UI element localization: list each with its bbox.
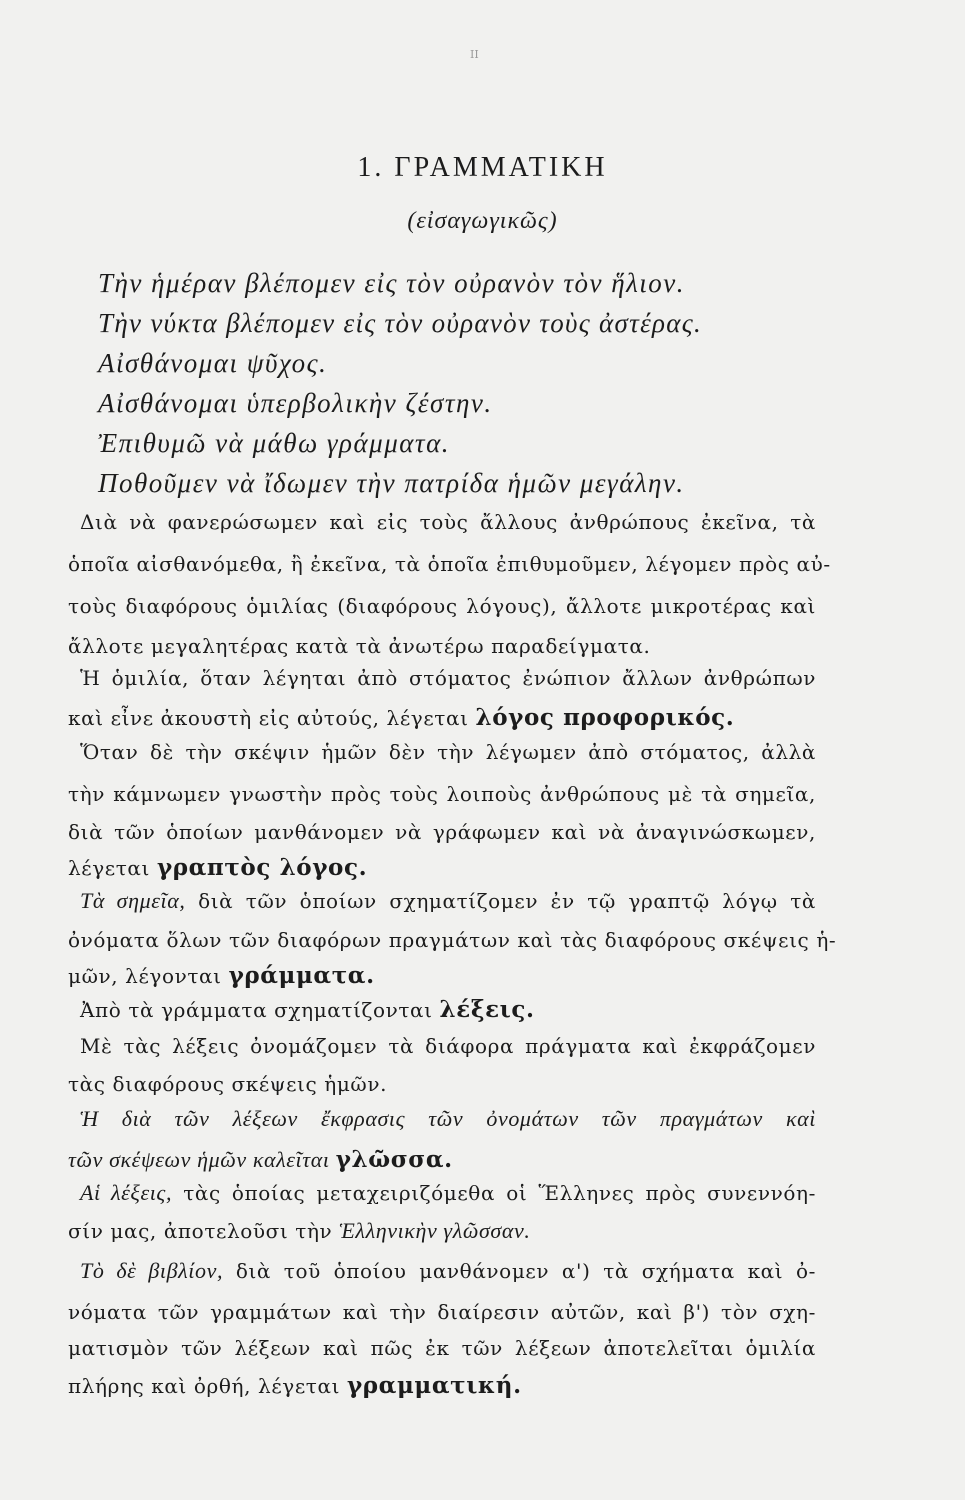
chapter-title: 1. ΓΡΑΜΜΑΤΙΚΗ (357, 152, 608, 183)
text-span: τὰς ὁποίας μεταχειριζόμεθα οἱ Ἕλληνες πρὸς συνεννόη- (183, 1181, 816, 1205)
text-line (68, 1180, 816, 1206)
example-line: Αἰσθάνομαι ὑπερβολικὴν ζέστην. (98, 388, 493, 418)
text-line: Ἡ ὁμιλία, ὅταν λέγηται ἀπὸ στόματος ἐνώπιον ἄλλων ἀνθρώπων (80, 666, 816, 690)
text-line (68, 1146, 816, 1173)
text-line: ἄλλοτε μεγαλητέρας κατὰ τὰ ἀνωτέρω παραδείγματα. (68, 634, 651, 658)
text-italic: Τὰ σημεῖα, (80, 888, 186, 913)
text-line: τὴν κάμνωμεν γνωστὴν πρὸς τοὺς λοιποὺς ἀνθρώπους μὲ τὰ σημεῖα, (68, 782, 816, 806)
text-line (68, 704, 816, 731)
text-line (68, 854, 816, 881)
text-line: ὁποῖα αἰσθανόμεθα, ἢ ἐκεῖνα, τὰ ὁποῖα ἐπιθυμοῦμεν, λέγομεν πρὸς αὐ- (68, 552, 831, 576)
text-line: ὀνόματα ὅλων τῶν διαφόρων πραγμάτων καὶ τὰς διαφόρους σκέψεις ἡ- (68, 928, 837, 952)
text-line: ματισμὸν τῶν λέξεων καὶ πῶς ἐκ τῶν λέξεων ἀποτελεῖται ὁμιλία (68, 1336, 816, 1360)
term-bold: γλῶσσα. (335, 1146, 453, 1173)
text-italic: Τὸ δὲ βιβλίον, (80, 1258, 224, 1283)
text-span: λέγεται (68, 856, 150, 880)
page-header-mark: II (470, 48, 479, 61)
text-line: Διὰ νὰ φανερώσωμεν καὶ εἰς τοὺς ἄλλους ἀνθρώπους ἐκεῖνα, τὰ (80, 510, 816, 534)
text-line: διὰ τῶν ὁποίων μανθάνομεν νὰ γράφωμεν καὶ νὰ ἀναγινώσκωμεν, (68, 820, 816, 844)
example-line: Τὴν νύκτα βλέπομεν εἰς τὸν οὐρανὸν τοὺς ἀστέρας. (98, 308, 703, 338)
text-span: Ἀπὸ τὰ γράμματα σχηματίζονται (80, 998, 433, 1022)
text-line (68, 1372, 816, 1399)
text-line: Ὅταν δὲ τὴν σκέψιν ἡμῶν δὲν τὴν λέγωμεν ἀπὸ στόματος, ἀλλὰ (80, 740, 816, 764)
text-line (68, 996, 816, 1023)
example-line: Ποθοῦμεν νὰ ἴδωμεν τὴν πατρίδα ἡμῶν μεγάλην. (98, 468, 685, 498)
text-line: νόματα τῶν γραμμάτων καὶ τὴν διαίρεσιν αὐτῶν, καὶ β') τὸν σχη- (68, 1300, 816, 1324)
text-span: σίν μας, ἀποτελοῦσι τὴν (68, 1219, 333, 1243)
text-line: τὰς διαφόρους σκέψεις ἡμῶν. (68, 1072, 388, 1096)
text-span: διὰ τῶν ὁποίων σχηματίζομεν ἐν τῷ γραπτῷ λόγῳ τὰ (198, 889, 816, 913)
term-bold: γραμματική. (346, 1372, 522, 1399)
example-line: Ἐπιθυμῶ νὰ μάθω γράμματα. (98, 428, 451, 458)
example-line: Αἰσθάνομαι ψῦχος. (98, 348, 328, 378)
text-line (68, 1218, 816, 1244)
text-span: καὶ εἶνε ἀκουστὴ εἰς αὐτούς, λέγεται (68, 706, 469, 730)
text-span: τῶν σκέψεων ἡμῶν καλεῖται (68, 1147, 330, 1172)
text-line (68, 888, 816, 914)
term-bold: γράμματα. (228, 962, 375, 989)
text-line (68, 962, 816, 989)
term-bold: γραπτὸς λόγος. (156, 854, 368, 881)
text-span: μῶν, λέγονται (68, 964, 222, 988)
text-span: διὰ τοῦ ὁποίου μανθάνομεν α') τὰ σχήματα καὶ ὀ- (235, 1259, 816, 1283)
term-bold: λόγος προφορικός. (475, 704, 735, 731)
text-line: Μὲ τὰς λέξεις ὀνομάζομεν τὰ διάφορα πράγματα καὶ ἐκφράζομεν (80, 1034, 816, 1058)
term-bold: λέξεις. (439, 996, 535, 1023)
text-line: Ἡ διὰ τῶν λέξεων ἔκφρασις τῶν ὀνομάτων τῶν πραγμάτων καὶ (80, 1106, 816, 1131)
chapter-subtitle: (εἰσαγωγικῶς) (407, 208, 558, 234)
text-span: πλήρης καὶ ὀρθή, λέγεται (68, 1374, 341, 1398)
text-line (68, 1258, 816, 1284)
text-italic: Ἑλληνικὴν γλῶσσαν. (339, 1218, 531, 1243)
text-italic: Αἱ λέξεις, (80, 1180, 173, 1205)
example-line: Τὴν ἡμέραν βλέπομεν εἰς τὸν οὐρανὸν τὸν ἥλιον. (98, 268, 686, 298)
text-line: τοὺς διαφόρους ὁμιλίας (διαφόρους λόγους), ἄλλοτε μικροτέρας καὶ (68, 594, 816, 618)
